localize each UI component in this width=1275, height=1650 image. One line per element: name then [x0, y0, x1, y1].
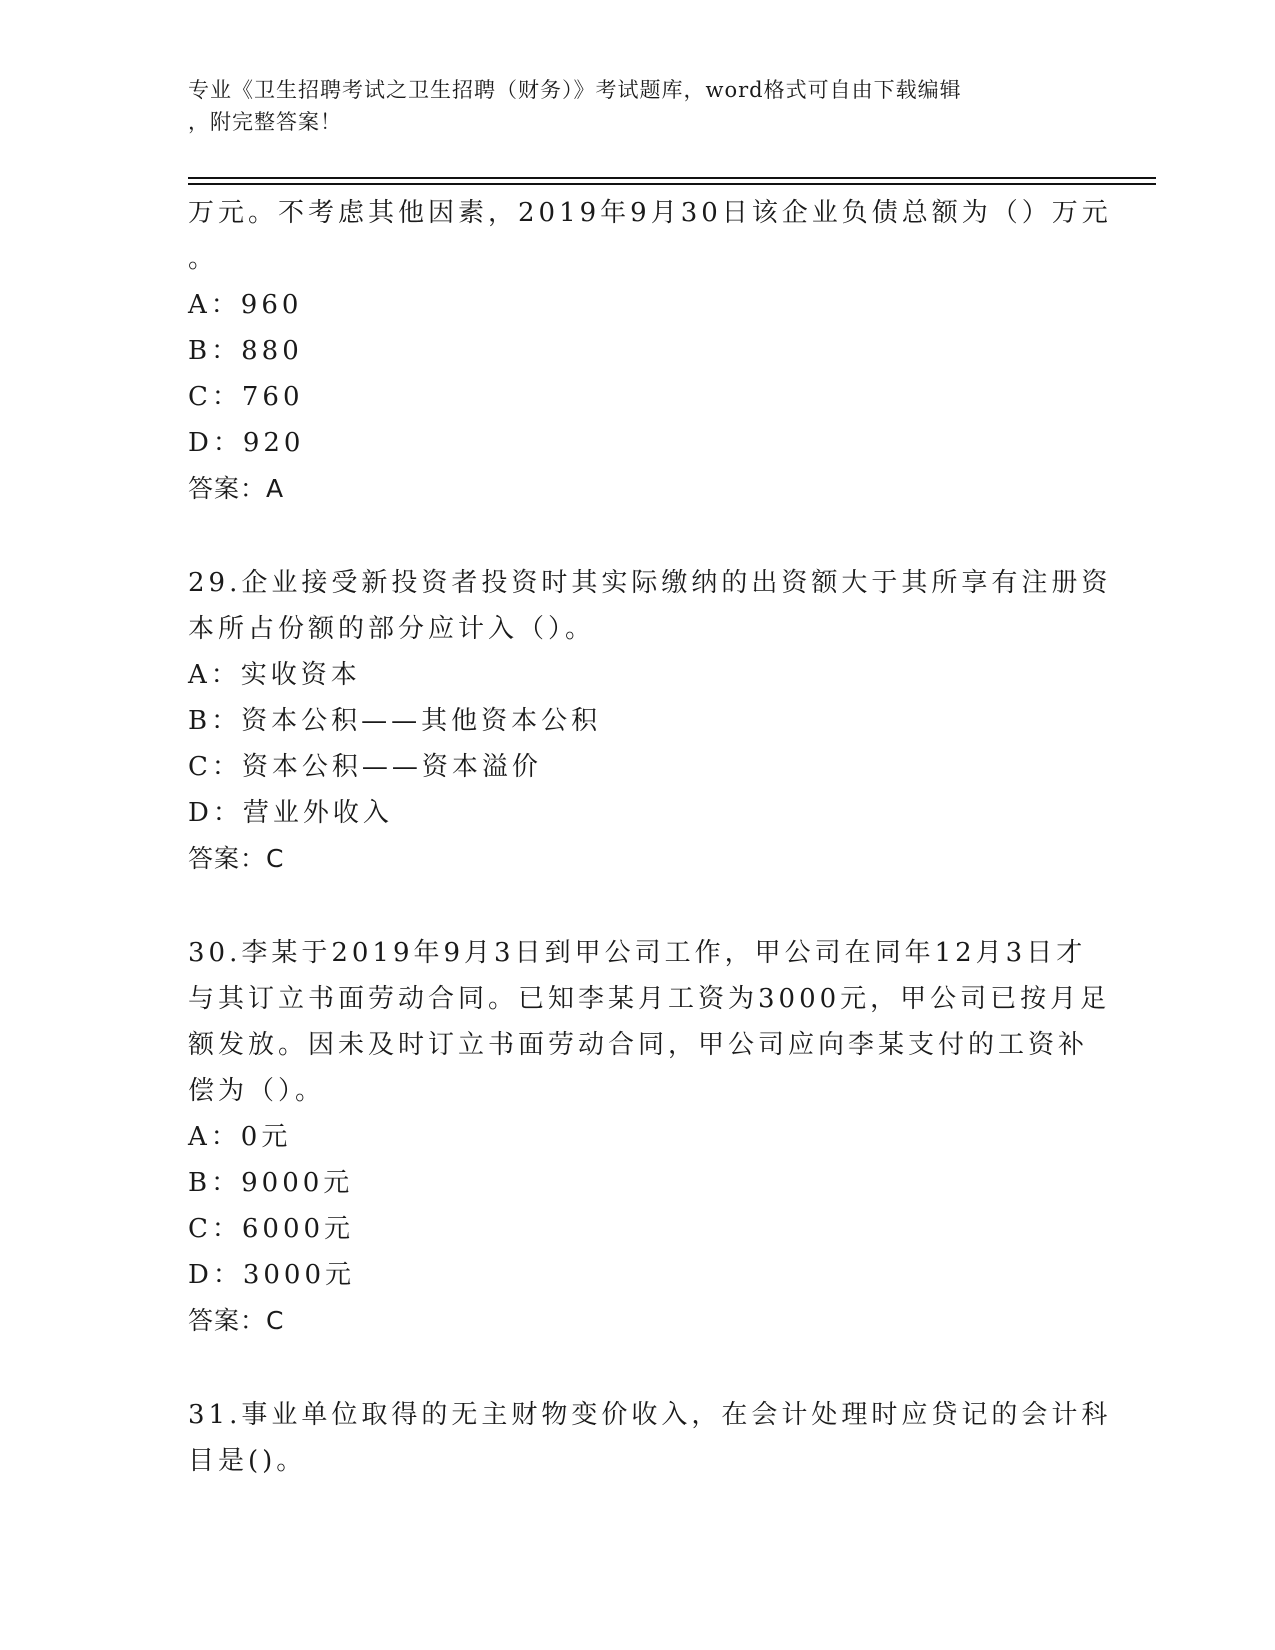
question-stem-line: 目是()。	[188, 1446, 307, 1476]
spacer	[188, 1344, 1088, 1392]
option-b: B：资本公积——其他资本公积	[188, 706, 602, 736]
question-28	[188, 190, 1112, 512]
question-stem-line: 偿为（）。	[188, 1076, 326, 1106]
question-stem-line: 。	[188, 244, 219, 274]
answer-line: 答案：C	[188, 1306, 285, 1335]
question-stem-line: 额发放。因未及时订立书面劳动合同，甲公司应向李某支付的工资补	[188, 1030, 1089, 1060]
answer-line: 答案：A	[188, 474, 285, 503]
header-line-2: ，附完整答案！	[188, 110, 342, 134]
option-a: A：实收资本	[188, 660, 361, 690]
option-c: C：资本公积——资本溢价	[188, 752, 542, 782]
question-stem-line: 本所占份额的部分应计入（）。	[188, 614, 596, 644]
spacer	[188, 882, 1088, 930]
option-b: B：9000元	[188, 1168, 354, 1198]
document-header	[188, 74, 1068, 138]
option-d: D：920	[188, 428, 305, 458]
document-body	[188, 190, 1112, 1484]
question-stem-line: 与其订立书面劳动合同。已知李某月工资为3000元，甲公司已按月足	[188, 984, 1111, 1014]
option-d: D：营业外收入	[188, 798, 393, 828]
question-31	[188, 1392, 1112, 1484]
header-line-1: 专业《卫生招聘考试之卫生招聘（财务）》考试题库，word格式可自由下载编辑	[188, 78, 962, 102]
header-divider-bottom	[188, 183, 1156, 185]
question-30	[188, 930, 1111, 1344]
question-29	[188, 560, 1112, 882]
option-b: B：880	[188, 336, 303, 366]
option-a: A：0元	[188, 1122, 292, 1152]
question-stem-line: 30.李某于2019年9月3日到甲公司工作，甲公司在同年12月3日才	[188, 938, 1087, 968]
spacer	[188, 512, 1088, 560]
answer-line: 答案：C	[188, 844, 285, 873]
question-stem-line: 31.事业单位取得的无主财物变价收入，在会计处理时应贷记的会计科	[188, 1400, 1112, 1430]
question-stem-line: 29.企业接受新投资者投资时其实际缴纳的出资额大于其所享有注册资	[188, 568, 1112, 598]
option-c: C：6000元	[188, 1214, 355, 1244]
option-c: C：760	[188, 382, 304, 412]
option-a: A：960	[188, 290, 303, 320]
question-stem-line: 万元。不考虑其他因素，2019年9月30日该企业负债总额为（）万元	[188, 198, 1112, 228]
header-divider-top	[188, 177, 1156, 179]
option-d: D：3000元	[188, 1260, 356, 1290]
